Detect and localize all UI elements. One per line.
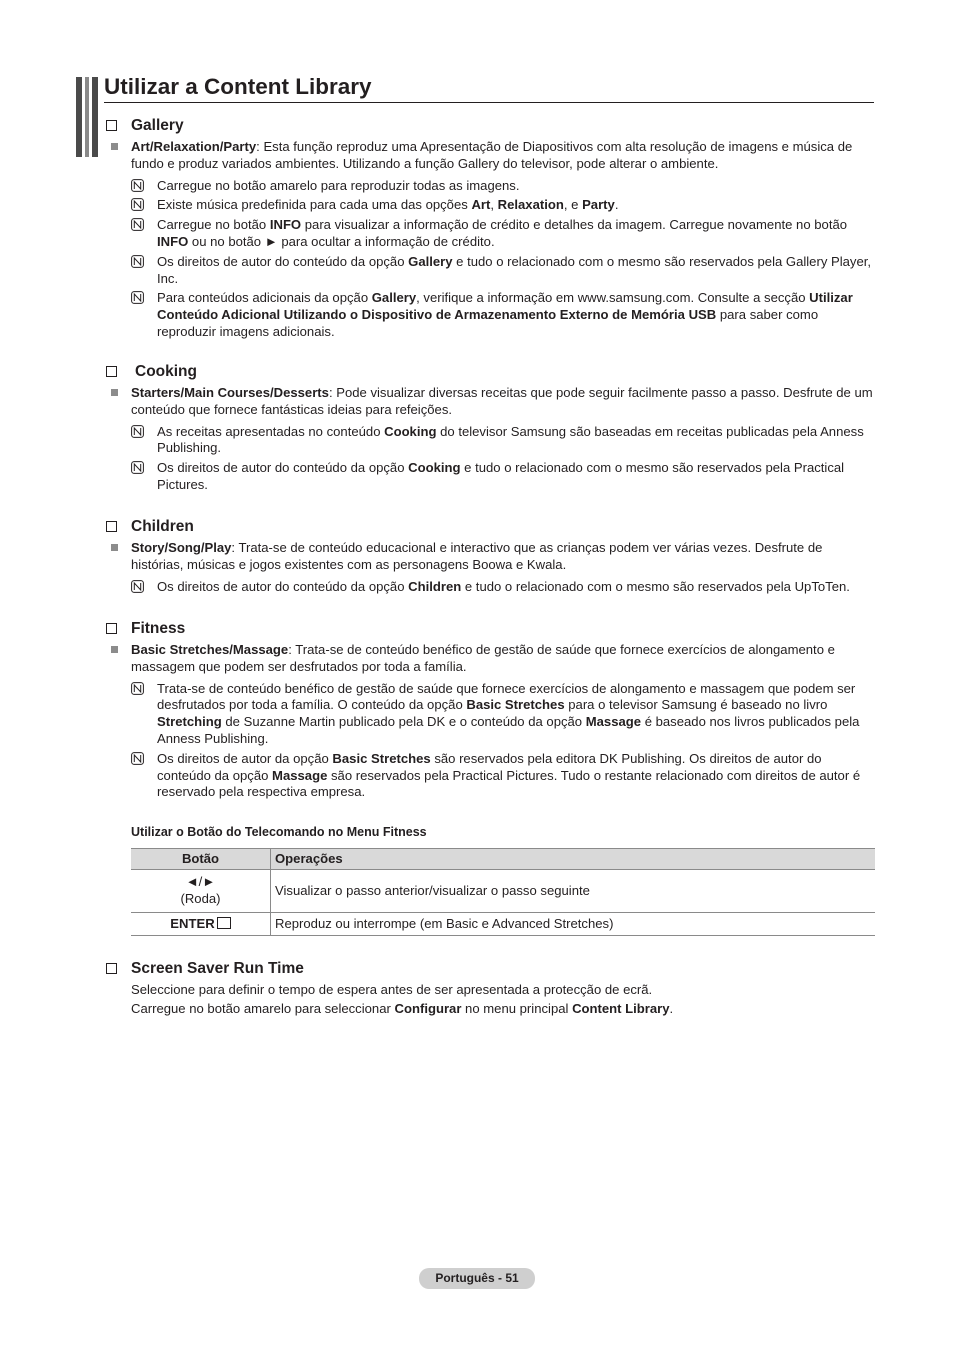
bullet-text: : Esta função reproduz uma Apresentação de Diapositivos com alta resolução de imagens e música de fundo e produz variados ambientes. Utilizando a função Gallery do televisor, pode alterar o ambiente. [131,139,853,171]
square-bullet-icon [111,143,118,150]
button-sub-label: (Roda) [180,891,221,906]
fitness-buttons-table [131,848,875,936]
bullet-item [104,642,876,676]
table-cell: Visualizar o passo anterior/visualizar o passo seguinte [271,870,876,913]
square-bullet-icon [111,389,118,396]
section-title: Gallery [131,117,184,134]
checkbox-icon [106,366,117,377]
checkbox-icon [106,963,117,974]
section-title: Fitness [131,620,186,637]
paragraph: Seleccione para definir o tempo de espera antes de ser apresentada a protecção de ecrã. [131,982,653,997]
note-icon [131,198,144,211]
note-text: Trata-se de conteúdo benéfico de gestão de saúde que fornece exercícios de alongamento e massagem que podem ser desfrutados por toda a família. O conteúdo da opção Basic Stretches para o televisor Samsung é baseado no livro Stretching de Suzanne Martin publicado pela DK e o conteúdo da opção Massage é baseado nos livros publicados pela Anness Publishing. [157,680,860,746]
section-title: Screen Saver Run Time [131,960,304,977]
note-text: Os direitos de autor do conteúdo da opção Children e tudo o relacionado com o mesmo são reservados pela UpToTen. [157,578,850,594]
section-title: Cooking [135,363,197,380]
note-text: As receitas apresentadas no conteúdo Cooking do televisor Samsung são baseadas em receitas publicadas pela Anness Publishing. [157,423,864,456]
note-text: Existe música predefinida para cada uma das opções Art, Relaxation, e Party. [157,197,619,213]
section-title: Children [131,518,194,535]
note-text: Os direitos de autor do conteúdo da opção Gallery e tudo o relacionado com o mesmo são reservados pela Gallery Player, Inc. [157,253,872,286]
section-heading [104,115,876,137]
page-number-badge: Português - 51 [419,1268,535,1289]
bullet-label: Basic Stretches/Massage [131,642,289,657]
note-item [104,197,876,214]
column-header: Operações [271,849,876,870]
bullet-item [104,139,876,173]
section-fitness [104,618,876,801]
table-header-row [131,849,875,870]
note-icon [131,179,144,192]
table-row [131,870,875,913]
table-title: Utilizar o Botão do Telecomando no Menu Fitness [131,825,427,839]
note-icon [131,255,144,268]
note-icon [131,218,144,231]
note-text: Carregue no botão INFO para visualizar a informação de crédito e detalhes da imagem. Carregue novamente no botão INFO ou no botão ► para ocultar a informação de crédito. [157,217,848,249]
table-row [131,913,875,936]
bullet-text: : Trata-se de conteúdo educacional e interactivo que as crianças podem ver várias vezes. Desfrute de histórias, músicas e jogos existentes com as personagens Boowa e Kwala. [131,540,823,572]
square-bullet-icon [111,646,118,653]
note-item [104,460,876,494]
note-item [104,579,876,596]
bullet-label: Art/Relaxation/Party [131,139,257,154]
section-heading [104,516,876,538]
bullet-label: Starters/Main Courses/Desserts [131,385,329,400]
enter-icon [217,917,231,929]
note-icon [131,580,144,593]
square-bullet-icon [111,544,118,551]
bullet-text: : Pode visualizar diversas receitas que pode seguir facilmente passo a passo. Desfrute de um conteúdo que fornece fantásticas ideias para refeições. [131,385,873,417]
section-heading [104,361,876,383]
note-text: Para conteúdos adicionais da opção Gallery, verifique a informação em www.samsung.com. Consulte a secção Utilizar Conteúdo Adicional Utilizando o Dispositivo de Armazenamento Externo de Memória USB para saber como reproduzir imagens adicionais. [157,290,853,339]
bullet-text: : Trata-se de conteúdo benéfico de gestão de saúde que fornece exercícios de alongamento e massagem que podem ser desfrutados por toda a família. [131,642,835,674]
note-text: Carregue no botão amarelo para reproduzir todas as imagens. [157,177,520,193]
note-item [104,751,876,801]
bullet-item [104,540,876,574]
section-heading [104,618,876,640]
note-icon [131,291,144,304]
note-icon [131,425,144,438]
note-icon [131,682,144,695]
section-gallery [104,115,876,341]
decorative-side-bars [76,77,98,157]
note-text: Os direitos de autor da opção Basic Stretches são reservados pela editora DK Publishing. Os direitos de autor do conteúdo da opção Massage são reservados pela Practical Pictures. Tudo o restante relacionado com direitos de autor é reservado pela respectiva empresa. [157,750,861,800]
arrow-buttons-icon: ◄/► [185,874,216,890]
note-item [104,178,876,195]
paragraph: Carregue no botão amarelo para seleccionar Configurar no menu principal Content Library. [131,1000,674,1016]
note-item [104,254,876,288]
section-screen-saver [104,958,876,1018]
bullet-item [104,385,876,419]
note-item [104,290,876,340]
column-header: Botão [131,849,271,870]
section-children [104,516,876,595]
side-bar [85,77,89,157]
checkbox-icon [106,521,117,532]
section-heading [104,958,876,980]
note-item [104,681,876,748]
bullet-label: Story/Song/Play [131,540,232,555]
note-text: Os direitos de autor do conteúdo da opção Cooking e tudo o relacionado com o mesmo são reservados pela Practical Pictures. [157,460,845,492]
side-bar [76,77,82,157]
note-icon [131,752,144,765]
checkbox-icon [106,120,117,131]
table-cell [131,913,271,936]
checkbox-icon [106,623,117,634]
note-icon [131,461,144,474]
note-item [104,217,876,251]
table-cell: Reproduz ou interrompe (em Basic e Advanced Stretches) [271,913,876,936]
enter-button-label: ENTER [170,915,215,931]
table-cell [131,870,271,913]
note-item [104,424,876,458]
section-cooking [104,361,876,494]
side-bar [92,77,98,157]
page-title: Utilizar a Content Library [104,72,874,103]
